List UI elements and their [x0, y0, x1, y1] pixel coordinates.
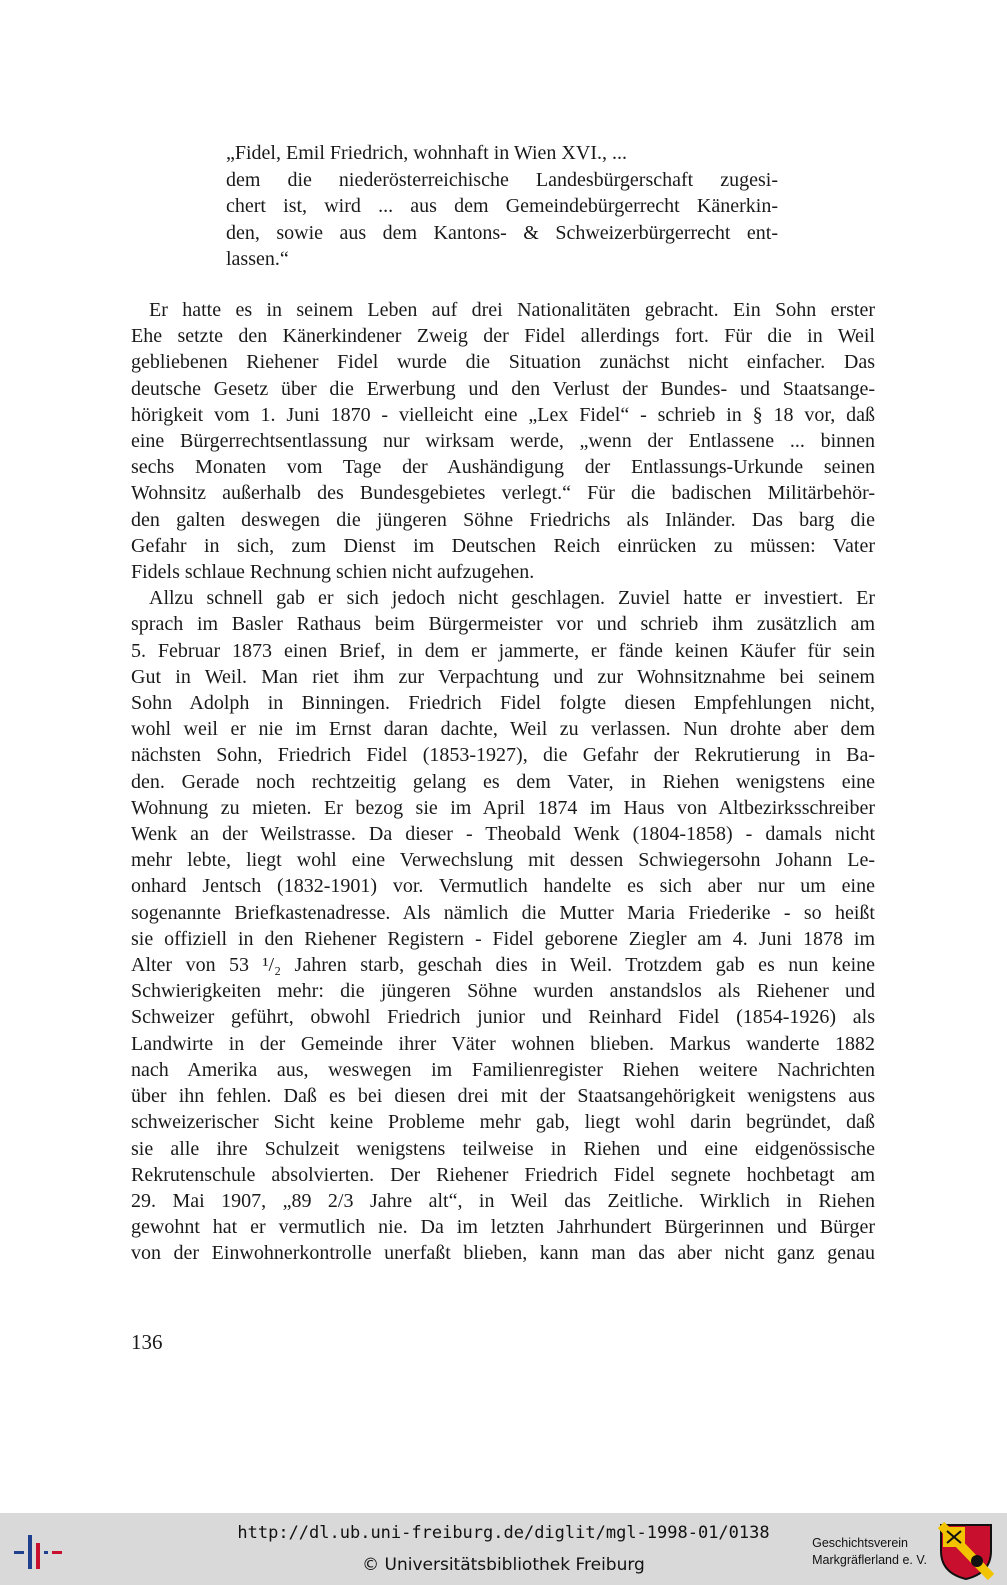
- body-paragraphs: [131, 297, 875, 1267]
- text-line: gewohnt hat er vermutlich nie. Da im letzten Jahrhundert Bürgerinnen und Bürger: [131, 1216, 875, 1239]
- text-line: Wenk an der Weilstrasse. Da dieser - Theobald Wenk (1804-1858) - damals nicht: [131, 823, 875, 846]
- source-url-link[interactable]: http://dl.ub.uni-freiburg.de/diglit/mgl-1998-01/0138: [237, 1523, 770, 1543]
- text-line: 29. Mai 1907, „89 2/3 Jahre alt“, in Weil das Zeitliche. Wirklich in Riehen: [131, 1189, 875, 1212]
- text-line: Gefahr in sich, zum Dienst im Deutschen Reich einrücken zu müssen: Vater: [131, 534, 875, 557]
- text-line: eine Bürgerrechtsentlassung nur wirksam werde, „wenn der Entlassene ... binnen: [131, 430, 875, 453]
- text-line: Er hatte es in seinem Leben auf drei Nationalitäten gebracht. Ein Sohn erster: [149, 299, 875, 321]
- text-line: über ihn fehlen. Daß es bei diesen drei mit der Staatsangehörigkeit wenigstens aus: [131, 1085, 875, 1108]
- publisher-name: [812, 1535, 927, 1569]
- text-line: Schweizer geführt, obwohl Friedrich junior und Reinhard Fidel (1854-1926) als: [131, 1006, 875, 1029]
- page-number: 136: [131, 1330, 163, 1354]
- text-line: Gut in Weil. Man riet ihm zur Verpachtung und zur Wohnsitznahme bei seinem: [131, 665, 875, 688]
- text-line: sechs Monaten vom Tage der Aushändigung der Entlassungs-Urkunde seinen: [131, 456, 875, 479]
- block-quote: [226, 140, 778, 273]
- text-line: Alter von 53 ¹/₂ Jahren starb, geschah dies in Weil. Trotzdem gab es nun keine: [131, 954, 875, 977]
- text-line: nach Amerika aus, weswegen im Familienregister Riehen weitere Nachrichten: [131, 1058, 875, 1081]
- text-line: gebliebenen Riehener Fidel wurde die Situation zunächst nicht einfacher. Das: [131, 351, 875, 374]
- text-line: nächsten Sohn, Friedrich Fidel (1853-1927), die Gefahr der Rekrutierung in Ba-: [131, 744, 875, 767]
- text-line: den. Gerade noch rechtzeitig gelang es dem Vater, in Riehen wenigstens eine: [131, 770, 875, 793]
- text-line: sie offiziell in den Riehener Registern - Fidel geborene Ziegler am 4. Juni 1878 im: [131, 927, 875, 950]
- text-line: Fidels schlaue Rechnung schien nicht aufzugehen.: [131, 561, 535, 584]
- text-line: 5. Februar 1873 einen Brief, in dem er jammerte, er fände keinen Käufer für sein: [131, 639, 875, 662]
- copyright-notice: © Universitätsbibliothek Freiburg: [362, 1555, 645, 1575]
- footer-bar: [0, 1513, 1007, 1585]
- text-line: mehr lebte, liegt wohl eine Verwechslung mit dessen Schwiegersohn Johann Le-: [131, 849, 875, 872]
- text-line: von der Einwohnerkontrolle unerfaßt blieben, kann man das aber nicht ganz genau: [131, 1242, 875, 1265]
- quote-line: chert ist, wird ... aus dem Gemeindebürgerrecht Känerkin-: [226, 195, 778, 217]
- text-line: Rekrutenschule absolvierten. Der Riehener Friedrich Fidel segnete hochbetagt am: [131, 1163, 875, 1186]
- text-line: sprach im Basler Rathaus beim Bürgermeister vor und schrieb ihm zusätzlich am: [131, 613, 875, 636]
- text-line: sogenannte Briefkastenadresse. Als nämlich die Mutter Maria Friederike - so heißt: [131, 901, 875, 924]
- publisher-line-2: Markgräflerland e. V.: [812, 1553, 927, 1567]
- text-line: Schwierigkeiten mehr: die jüngeren Söhne wurden anstandslos als Riehener und: [131, 980, 875, 1003]
- text-line: den galten deswegen die jüngeren Söhne Friedrichs als Inländer. Das barg die: [131, 508, 875, 531]
- text-line: wohl weil er nie im Ernst daran dachte, Weil zu verlassen. Nun drohte aber dem: [131, 718, 875, 741]
- quote-line: dem die niederösterreichische Landesbürgerschaft zugesi-: [226, 168, 778, 191]
- text-line: Allzu schnell gab er sich jedoch nicht geschlagen. Zuviel hatte er investiert. Er: [149, 587, 875, 610]
- text-line: Ehe setzte den Känerkindener Zweig der Fidel allerdings fort. Für die in Weil: [131, 325, 875, 348]
- text-line: Sohn Adolph in Binningen. Friedrich Fidel folgte diesen Empfehlungen nicht,: [131, 692, 875, 715]
- quote-line: „Fidel, Emil Friedrich, wohnhaft in Wien XVI., ...: [226, 142, 627, 164]
- text-line: Wohnsitz außerhalb des Bundesgebietes verlegt.“ Für die badischen Militärbehör-: [131, 482, 875, 505]
- text-line: Landwirte in der Gemeinde ihrer Väter wohnen blieben. Markus wanderte 1882: [131, 1032, 875, 1055]
- text-line: schweizerischer Sicht keine Probleme mehr gab, liegt wohl darin begründet, daß: [131, 1111, 875, 1134]
- text-line: onhard Jentsch (1832-1901) vor. Vermutlich handelte es sich aber nur um eine: [131, 875, 875, 898]
- text-line: hörigkeit vom 1. Juni 1870 - vielleicht eine „Lex Fidel“ - schrieb in § 18 vor, daß: [131, 403, 875, 426]
- text-line: deutsche Gesetz über die Erwerbung und den Verlust der Bundes- und Staatsange-: [131, 377, 875, 400]
- quote-line: lassen.“: [226, 248, 289, 270]
- text-line: Wohnung zu mieten. Er bezog sie im April 1874 im Haus von Altbezirksschreiber: [131, 796, 875, 819]
- publisher-line-1: Geschichtsverein: [812, 1536, 908, 1550]
- quote-line: den, sowie aus dem Kantons- & Schweizerbürgerrecht ent-: [226, 221, 778, 244]
- coat-of-arms-icon: [937, 1521, 995, 1581]
- text-line: sie alle ihre Schulzeit wenigstens teilweise in Riehen und eine eidgenössische: [131, 1137, 875, 1160]
